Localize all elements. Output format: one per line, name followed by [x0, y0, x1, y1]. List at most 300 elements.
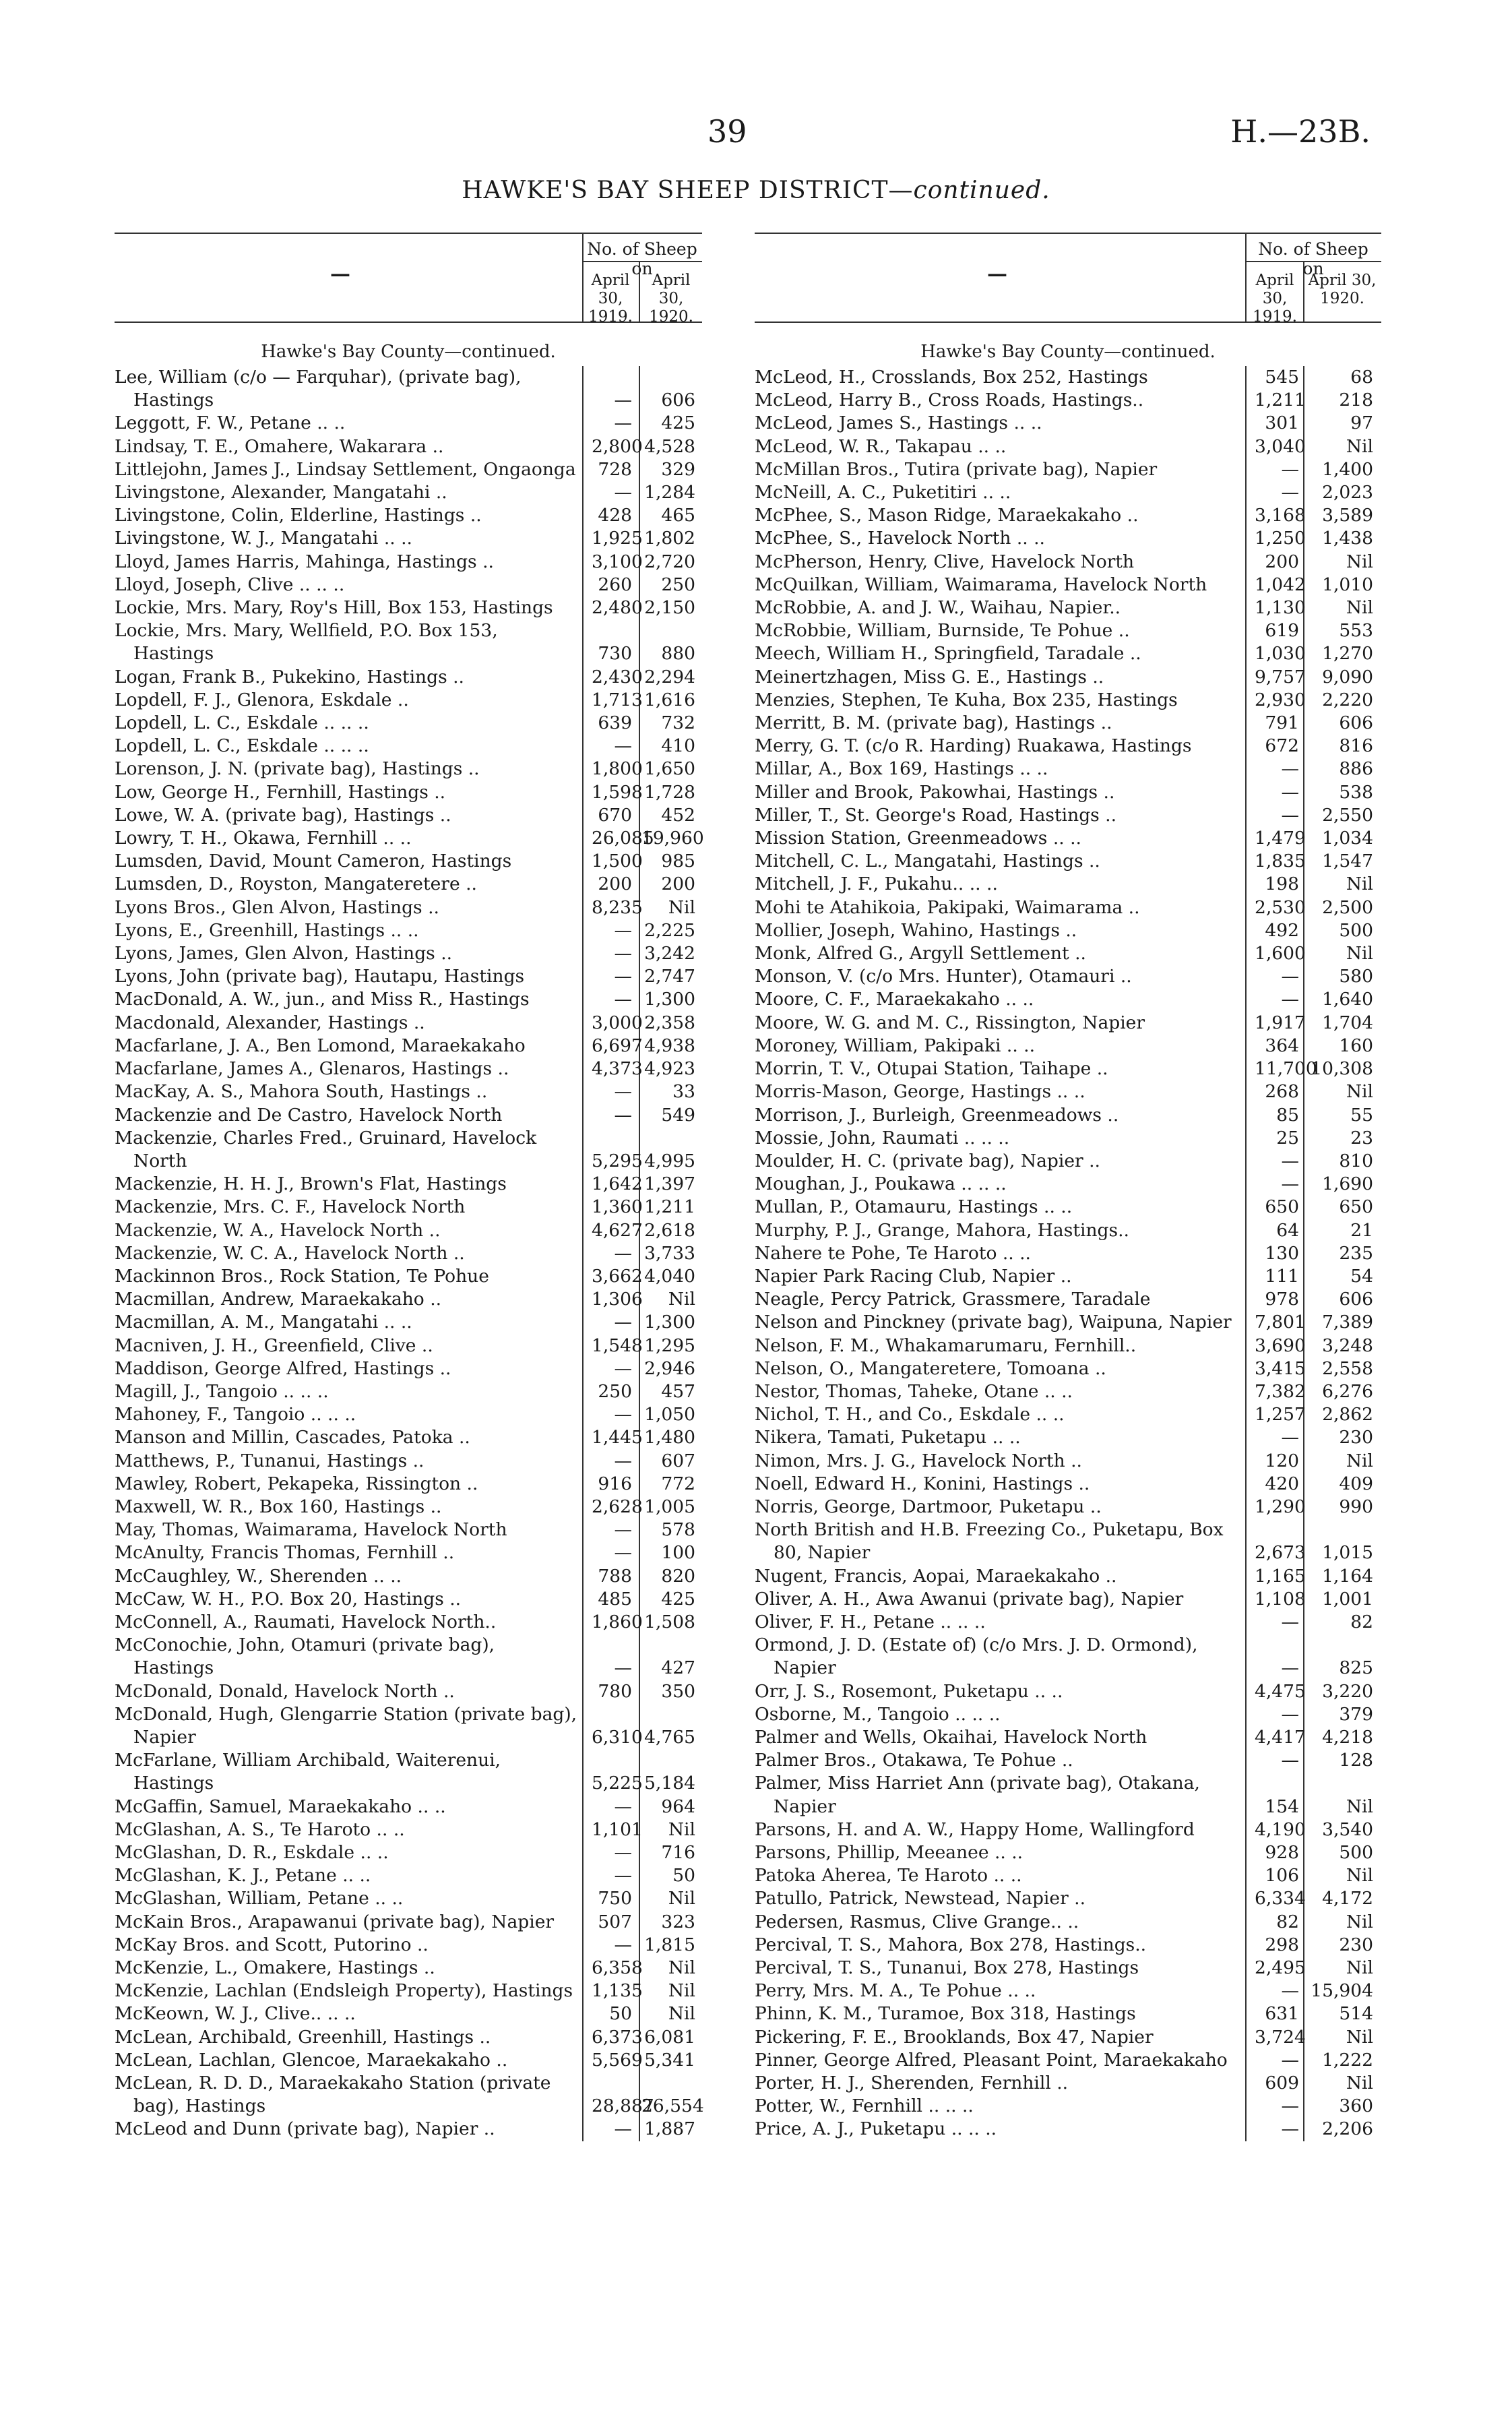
sheep-1920: 3,220	[1322, 1680, 1373, 1702]
table-row	[115, 1541, 702, 1564]
sheep-1919: 670	[598, 804, 632, 826]
sheep-1920: 1,164	[1322, 1565, 1373, 1587]
table-row	[755, 1611, 1381, 1634]
sheep-1919: 82	[1276, 1911, 1299, 1932]
sheep-1920: 2,358	[644, 1012, 695, 1033]
sheep-1919: —	[614, 1450, 632, 1471]
sheep-1920: Nil	[1346, 943, 1373, 964]
sheep-1920: 1,211	[644, 1196, 695, 1218]
sheep-1919: 120	[1265, 1450, 1299, 1471]
table-row	[755, 2049, 1381, 2072]
owner-name: McGlashan, A. S., Te Haroto .. ..	[115, 1818, 405, 1840]
sheep-1919: 2,673	[1255, 1542, 1306, 1564]
owner-name: Meinertzhagen, Miss G. E., Hastings ..	[755, 666, 1104, 687]
table-row	[755, 1012, 1381, 1035]
table-row	[755, 1772, 1381, 1818]
table-row	[755, 965, 1381, 988]
owner-name: Livingstone, Colin, Elderline, Hastings ..	[115, 505, 482, 526]
owner-name: McLeod and Dunn (private bag), Napier ..	[115, 2118, 495, 2140]
owner-name: Monson, V. (c/o Mrs. Hunter), Otamauri ..	[755, 966, 1132, 987]
table-row	[115, 735, 702, 758]
owner-name: Lyons, E., Greenhill, Hastings .. ..	[115, 919, 419, 941]
col-header-1919: April 30, 1919.	[1253, 272, 1297, 326]
owner-name: Merry, G. T. (c/o R. Harding) Ruakawa, Hastings	[755, 735, 1192, 757]
sheep-1920: 230	[1339, 1427, 1373, 1448]
table-row	[115, 574, 702, 596]
sheep-1919: 1,642	[592, 1173, 643, 1195]
sheep-1919: 268	[1265, 1081, 1299, 1103]
sheep-1920: 964	[661, 1796, 695, 1817]
owner-name: Mackenzie, Charles Fred., Gruinard, Havelock North	[115, 1127, 537, 1171]
sheep-1919: —	[614, 1357, 632, 1379]
sheep-1919: 7,801	[1255, 1312, 1306, 1333]
sheep-1920: 1,397	[644, 1173, 695, 1195]
owner-name: May, Thomas, Waimarama, Havelock North	[115, 1519, 507, 1541]
sheep-1919: 4,627	[592, 1219, 643, 1241]
sheep-1920: 4,218	[1322, 1726, 1373, 1748]
sheep-1920: 2,500	[1322, 896, 1373, 918]
table-row	[115, 435, 702, 458]
sheep-1920: 1,650	[644, 758, 695, 780]
sheep-1919: —	[1281, 1980, 1299, 2002]
owner-name: Nelson and Pinckney (private bag), Waipuna, Napier	[755, 1312, 1232, 1333]
sheep-1920: Nil	[1346, 1865, 1373, 1887]
sheep-1919: 6,310	[592, 1726, 643, 1748]
sheep-1920: 379	[1339, 1703, 1373, 1725]
sheep-1919: 3,040	[1255, 435, 1306, 457]
sheep-1919: 6,373	[592, 2026, 643, 2048]
sheep-1920: 7,389	[1322, 1312, 1373, 1333]
sheep-1920: 2,206	[1322, 2118, 1373, 2140]
right-column	[755, 233, 1381, 2141]
table-row	[755, 1680, 1381, 1703]
sheep-1920: 1,438	[1322, 528, 1373, 549]
owner-name: Pinner, George Alfred, Pleasant Point, Maraekakaho	[755, 2049, 1228, 2071]
sheep-1919: 5,569	[592, 2049, 643, 2071]
sheep-1920: 606	[661, 390, 695, 411]
sheep-1919: 728	[598, 458, 632, 480]
sheep-1919: 650	[1265, 1196, 1299, 1218]
table-row	[115, 619, 702, 665]
table-row	[115, 1565, 702, 1588]
owner-name: Lumsden, David, Mount Cameron, Hastings	[115, 851, 512, 872]
table-row	[755, 481, 1381, 504]
owner-name: Mossie, John, Raumati .. .. ..	[755, 1127, 1010, 1149]
sheep-1919: 780	[598, 1680, 632, 1702]
table-row	[115, 1519, 702, 1541]
table-row	[755, 896, 1381, 919]
sheep-1920: 607	[661, 1450, 695, 1471]
sheep-1919: 4,475	[1255, 1680, 1306, 1702]
owner-name: Perry, Mrs. M. A., Te Pohue .. ..	[755, 1980, 1036, 2002]
owner-name: Ormond, J. D. (Estate of) (c/o Mrs. J. D. Ormond), Napier	[755, 1634, 1198, 1679]
owner-name: Macdonald, Alexander, Hastings ..	[115, 1012, 425, 1033]
section-title: Hawke's Bay County—continued.	[920, 342, 1216, 362]
sheep-1920: Nil	[1346, 1450, 1373, 1471]
sheep-1919: —	[1281, 781, 1299, 803]
sheep-1919: 1,250	[1255, 528, 1306, 549]
sheep-1920: 1,508	[644, 1611, 695, 1632]
sheep-1919: 1,135	[592, 1980, 643, 2002]
sheep-1919: 1,101	[592, 1818, 643, 1840]
sheep-1919: —	[1281, 804, 1299, 826]
table-row	[755, 850, 1381, 873]
sheep-1919: 492	[1265, 919, 1299, 941]
sheep-1920: 1,010	[1322, 574, 1373, 595]
sheep-1920: 772	[661, 1473, 695, 1494]
table-row	[115, 850, 702, 873]
table-row	[115, 1611, 702, 1634]
sheep-1920: 5,184	[644, 1773, 695, 1794]
sheep-1920: 3,540	[1322, 1818, 1373, 1840]
owner-name: McCaughley, W., Sherenden .. ..	[115, 1565, 402, 1587]
sheep-1920: 990	[1339, 1496, 1373, 1517]
owner-name: Phinn, K. M., Turamoe, Box 318, Hastings	[755, 2003, 1136, 2025]
table-row	[115, 804, 702, 827]
owner-name: Morris-Mason, George, Hastings .. ..	[755, 1081, 1085, 1103]
sheep-1919: 4,417	[1255, 1726, 1306, 1748]
table-row	[755, 1565, 1381, 1588]
sheep-1920: 1,616	[644, 689, 695, 710]
table-row	[115, 481, 702, 504]
owner-name: Morrin, T. V., Otupai Station, Taihape ..	[755, 1058, 1108, 1080]
sheep-1920: 54	[1350, 1265, 1373, 1287]
sheep-1920: 716	[661, 1842, 695, 1863]
sheep-1919: 730	[598, 643, 632, 665]
section-title: Hawke's Bay County—continued.	[261, 342, 556, 362]
owner-name: Moore, C. F., Maraekakaho .. ..	[755, 989, 1034, 1010]
table-row	[755, 1473, 1381, 1496]
owner-name: North British and H.B. Freezing Co., Puketapu, Box 80, Napier	[755, 1519, 1224, 1564]
table-row	[115, 1796, 702, 1818]
owner-name: Nugent, Francis, Aopai, Maraekakaho ..	[755, 1565, 1117, 1587]
table-row	[755, 689, 1381, 712]
sheep-1920: Nil	[1346, 1796, 1373, 1817]
sheep-1920: 1,015	[1322, 1542, 1373, 1564]
sheep-1919: 3,690	[1255, 1335, 1306, 1356]
sheep-1919: 1,598	[592, 781, 643, 803]
table-row	[115, 1219, 702, 1242]
sheep-1920: 50	[672, 1865, 695, 1887]
sheep-1920: 2,558	[1322, 1357, 1373, 1379]
sheep-1919: —	[614, 1312, 632, 1333]
table-row	[115, 965, 702, 988]
sheep-1920: 200	[661, 874, 695, 895]
sheep-1919: 28,887	[592, 2095, 654, 2117]
sheep-1919: 154	[1265, 1796, 1299, 1817]
sheep-1920: 606	[1339, 712, 1373, 734]
table-row	[115, 896, 702, 919]
owner-name: McLean, Lachlan, Glencoe, Maraekakaho ..	[115, 2049, 508, 2071]
table-row	[755, 1841, 1381, 1864]
owner-name: Lindsay, T. E., Omahere, Wakarara ..	[115, 435, 444, 457]
sheep-1920: 2,150	[644, 597, 695, 619]
table-row	[755, 1426, 1381, 1449]
col-header-1920: April 30, 1920.	[1308, 272, 1377, 307]
sheep-1919: 3,724	[1255, 2026, 1306, 2048]
owner-name: Palmer Bros., Otakawa, Te Pohue ..	[755, 1750, 1073, 1771]
owner-name: Moulder, H. C. (private bag), Napier ..	[755, 1150, 1100, 1171]
title-continued: continued.	[913, 177, 1050, 204]
sheep-1920: 3,733	[644, 1242, 695, 1264]
sheep-1919: 1,479	[1255, 828, 1306, 849]
table-row	[115, 1450, 702, 1473]
sheep-1919: —	[614, 735, 632, 757]
sheep-1920: 218	[1339, 390, 1373, 411]
table-row	[115, 1380, 702, 1403]
sheep-1919: —	[614, 1542, 632, 1564]
table-row	[755, 366, 1381, 389]
owner-name: MacKay, A. S., Mahora South, Hastings ..	[115, 1081, 488, 1103]
owner-name: Monk, Alfred G., Argyll Settlement ..	[755, 943, 1086, 964]
table-row	[755, 412, 1381, 435]
left-column	[115, 233, 702, 2141]
owner-name: Mitchell, C. L., Mangatahi, Hastings ..	[755, 851, 1100, 872]
table-row	[755, 1887, 1381, 1910]
sheep-1920: 360	[1339, 2095, 1373, 2117]
table-row	[115, 551, 702, 574]
table-row	[755, 1265, 1381, 1288]
table-row	[115, 1127, 702, 1173]
sheep-1919: 3,415	[1255, 1357, 1306, 1379]
sheep-1919: —	[614, 943, 632, 964]
owner-name: McNeill, A. C., Puketitiri .. ..	[755, 482, 1011, 503]
col-header-1920: April 30, 1920.	[649, 272, 693, 326]
sheep-1920: 606	[1339, 1289, 1373, 1310]
table-row	[755, 1173, 1381, 1196]
sheep-1919: 7,382	[1255, 1380, 1306, 1402]
sheep-1920: 15,904	[1311, 1980, 1373, 2002]
sheep-1919: 6,334	[1255, 1888, 1306, 1909]
table-row	[115, 1035, 702, 1058]
sheep-1920: 1,300	[644, 1312, 695, 1333]
sheep-1919: 85	[1276, 1104, 1299, 1126]
table-row	[755, 942, 1381, 965]
sheep-1920: 350	[661, 1680, 695, 1702]
sheep-1920: 4,172	[1322, 1888, 1373, 1909]
owner-name: Moroney, William, Pakipaki .. ..	[755, 1035, 1036, 1056]
owner-name: Nichol, T. H., and Co., Eskdale .. ..	[755, 1404, 1065, 1426]
sheep-1920: Nil	[1346, 551, 1373, 572]
owner-name: Nikera, Tamati, Puketapu .. ..	[755, 1427, 1021, 1448]
header-rule	[115, 321, 702, 323]
table-row	[755, 1934, 1381, 1957]
table-row	[115, 2049, 702, 2072]
sheep-1919: 5,225	[592, 1773, 643, 1794]
owner-name: McLeod, James S., Hastings .. ..	[755, 412, 1042, 434]
table-row	[115, 2118, 702, 2141]
table-row	[755, 2118, 1381, 2141]
sheep-1920: 452	[661, 804, 695, 826]
table-row	[755, 804, 1381, 827]
sheep-1920: 4,995	[644, 1150, 695, 1171]
table-row	[115, 412, 702, 435]
table-row	[115, 1265, 702, 1288]
table-row	[755, 1357, 1381, 1380]
table-row	[755, 1127, 1381, 1150]
sheep-1920: 19,960	[641, 828, 704, 849]
owner-name: Potter, W., Fernhill .. .. ..	[755, 2095, 974, 2117]
table-row	[115, 758, 702, 780]
sheep-1920: 820	[661, 1565, 695, 1587]
owner-name: Mackenzie, W. A., Havelock North ..	[115, 1219, 441, 1241]
sheep-1919: 791	[1265, 712, 1299, 734]
table-row	[115, 1288, 702, 1311]
col-header-1919: April 30, 1919.	[588, 272, 633, 326]
sheep-1919: 1,211	[1255, 390, 1306, 411]
sheep-1919: 4,190	[1255, 1818, 1306, 1840]
sheep-1920: 1,300	[644, 989, 695, 1010]
sheep-1919: 750	[598, 1888, 632, 1909]
owner-name: Macmillan, A. M., Mangatahi .. ..	[115, 1312, 412, 1333]
sheep-1919: —	[1281, 1703, 1299, 1725]
table-row	[755, 1588, 1381, 1611]
owner-name: McLeod, W. R., Takapau .. ..	[755, 435, 1007, 457]
table-row	[115, 1911, 702, 1934]
table-row	[115, 712, 702, 735]
owner-name: Mohi te Atahikoia, Pakipaki, Waimarama ..	[755, 896, 1140, 918]
table-row	[755, 1150, 1381, 1173]
owner-name: Millar, A., Box 169, Hastings .. ..	[755, 758, 1048, 780]
sheep-1920: 410	[661, 735, 695, 757]
table-row	[755, 1519, 1381, 1564]
table-row	[755, 1749, 1381, 1772]
sheep-1919: 1,500	[592, 851, 643, 872]
sheep-1920: 2,747	[644, 966, 695, 987]
sheep-1919: —	[1281, 1750, 1299, 1771]
table-row	[115, 873, 702, 896]
header-rule	[755, 321, 1381, 323]
sheep-1919: 2,430	[592, 666, 643, 687]
sheep-1919: 130	[1265, 1242, 1299, 1264]
owner-name: Mackenzie and De Castro, Havelock North	[115, 1104, 503, 1126]
owner-name: Napier Park Racing Club, Napier ..	[755, 1265, 1072, 1287]
sheep-1919: 364	[1265, 1035, 1299, 1056]
owner-name: Patullo, Patrick, Newstead, Napier ..	[755, 1888, 1086, 1909]
sheep-1919: 1,800	[592, 758, 643, 780]
owner-name: Percival, T. S., Mahora, Box 278, Hastings..	[755, 1934, 1147, 1955]
owner-name: Pickering, F. E., Brooklands, Box 47, Napier	[755, 2026, 1154, 2048]
sheep-1919: —	[614, 989, 632, 1010]
owner-name: Lee, William (c/o — Farquhar), (private bag), Hastings	[115, 367, 522, 411]
sheep-1920: 816	[1339, 735, 1373, 757]
sheep-1920: 1,222	[1322, 2049, 1373, 2071]
sheep-1920: 580	[1339, 966, 1373, 987]
sheep-1919: 3,168	[1255, 505, 1306, 526]
sheep-1920: 250	[661, 574, 695, 595]
owner-name: Oliver, F. H., Petane .. .. ..	[755, 1611, 986, 1632]
sheep-1919: —	[1281, 758, 1299, 780]
owner-name: Livingstone, Alexander, Mangatahi ..	[115, 482, 447, 503]
owner-name: Mackenzie, Mrs. C. F., Havelock North	[115, 1196, 466, 1218]
page-title	[0, 177, 1512, 204]
sheep-1920: 1,295	[644, 1335, 695, 1356]
sheep-1919: —	[1281, 1150, 1299, 1171]
table-row	[115, 596, 702, 619]
sheep-1919: 200	[1265, 551, 1299, 572]
sheep-1919: 6,358	[592, 1957, 643, 1979]
owner-name: Lockie, Mrs. Mary, Wellfield, P.O. Box 153, Hastings	[115, 620, 498, 665]
table-row	[755, 1104, 1381, 1127]
table-row	[115, 1473, 702, 1496]
owner-name: McKain Bros., Arapawanui (private bag), Napier	[115, 1911, 555, 1932]
owner-name: Miller, T., St. George's Road, Hastings ..	[755, 804, 1117, 826]
table-row	[755, 1242, 1381, 1265]
owner-name: Livingstone, W. J., Mangatahi .. ..	[115, 528, 412, 549]
sheep-1920: 21	[1350, 1219, 1373, 1241]
group-rule	[1245, 261, 1381, 262]
table-row	[115, 366, 702, 412]
sheep-1919: 4,373	[592, 1058, 643, 1080]
sheep-1919: 11,700	[1255, 1058, 1317, 1080]
sheep-1920: 425	[661, 412, 695, 434]
table-row	[115, 1196, 702, 1219]
sheep-1919: —	[1281, 1427, 1299, 1448]
sheep-1919: 788	[598, 1565, 632, 1587]
owner-name: Macfarlane, J. A., Ben Lomond, Maraekakaho	[115, 1035, 526, 1056]
owner-name: Lyons Bros., Glen Alvon, Hastings ..	[115, 896, 439, 918]
owner-name: McKenzie, L., Omakere, Hastings ..	[115, 1957, 435, 1979]
sheep-1919: —	[614, 412, 632, 434]
owner-name: McGlashan, K. J., Petane .. ..	[115, 1865, 371, 1887]
owner-name: McDonald, Hugh, Glengarrie Station (private bag), Napier	[115, 1703, 577, 1748]
owner-name: McConochie, John, Otamuri (private bag), Hastings	[115, 1634, 495, 1679]
table-row	[755, 2002, 1381, 2025]
sheep-1920: 329	[661, 458, 695, 480]
table-row	[115, 1311, 702, 1334]
sheep-1919: —	[614, 966, 632, 987]
owner-name: Parsons, Phillip, Meeanee .. ..	[755, 1842, 1023, 1863]
table-row	[755, 873, 1381, 896]
table-row	[115, 504, 702, 527]
owner-name: Magill, J., Tangoio .. .. ..	[115, 1380, 329, 1402]
owner-name: MacDonald, A. W., jun., and Miss R., Hastings	[115, 989, 530, 1010]
owner-name: Palmer, Miss Harriet Ann (private bag), Otakana, Napier	[755, 1773, 1200, 1817]
sheep-1919: —	[614, 1657, 632, 1679]
sheep-1919: 1,130	[1255, 597, 1306, 619]
sheep-1920: 1,802	[644, 528, 695, 549]
sheep-1920: 1,270	[1322, 643, 1373, 665]
sheep-1919: —	[614, 1865, 632, 1887]
table-row	[755, 642, 1381, 665]
sheep-1920: 1,284	[644, 482, 695, 503]
sheep-1919: 64	[1276, 1219, 1299, 1241]
owner-name: Lowry, T. H., Okawa, Fernhill .. ..	[115, 828, 412, 849]
table-row	[755, 1703, 1381, 1726]
sheep-1919: 1,835	[1255, 851, 1306, 872]
sheep-1920: 128	[1339, 1750, 1373, 1771]
table-row	[755, 1288, 1381, 1311]
sheep-1919: 916	[598, 1473, 632, 1494]
owner-name: Murphy, P. J., Grange, Mahora, Hastings..	[755, 1219, 1129, 1241]
table-row	[755, 1196, 1381, 1219]
owner-name: Patoka Aherea, Te Haroto .. ..	[755, 1865, 1022, 1887]
sheep-1920: 4,528	[644, 435, 695, 457]
table-body	[755, 366, 1381, 2141]
owner-name: Miller and Brook, Pakowhai, Hastings ..	[755, 781, 1115, 803]
owner-name: McKay Bros. and Scott, Putorino ..	[115, 1934, 429, 1955]
owner-name: Mitchell, J. F., Pukahu.. .. ..	[755, 874, 998, 895]
sheep-1920: Nil	[1346, 1911, 1373, 1932]
sheep-1920: 160	[1339, 1035, 1373, 1056]
table-row	[755, 1219, 1381, 1242]
table-row	[115, 458, 702, 481]
sheep-1919: 1,445	[592, 1427, 643, 1448]
sheep-1920: 1,547	[1322, 851, 1373, 872]
sheep-1919: —	[1281, 2118, 1299, 2140]
sheep-1919: 1,713	[592, 689, 643, 710]
sheep-1920: 4,040	[644, 1265, 695, 1287]
